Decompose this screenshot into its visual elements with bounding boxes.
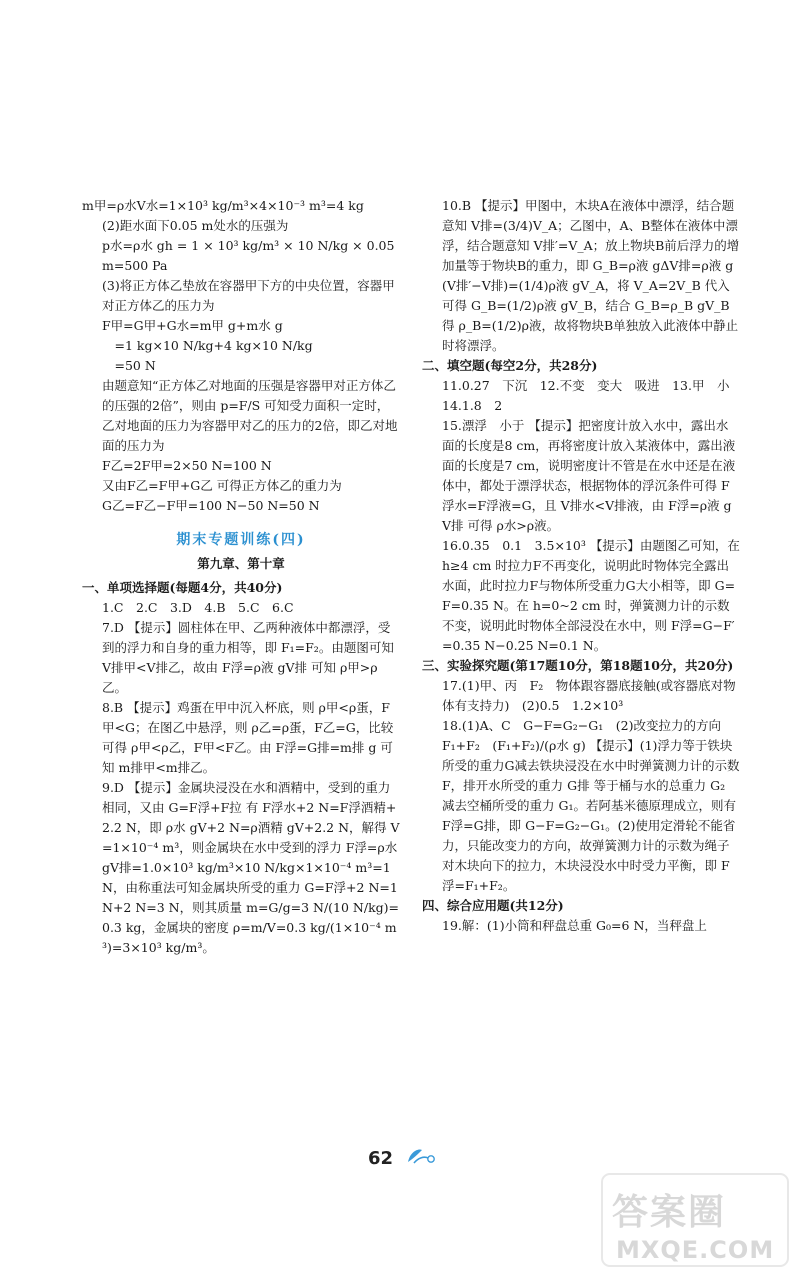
right-paragraph: 四、综合应用题(共12分) xyxy=(422,898,564,913)
left-paragraph: F甲=G甲+G水=m甲 g+m水 g xyxy=(102,318,283,333)
left-paragraph: 一、单项选择题(每题4分，共40分) xyxy=(82,580,283,595)
left-paragraph: (3)将正方体乙垫放在容器甲下方的中央位置，容器甲对正方体乙的压力为 xyxy=(102,278,395,313)
left-paragraph: =50 N xyxy=(102,358,156,373)
left-paragraph: 7.D 【提示】圆柱体在甲、乙两种液体中都漂浮，受到的浮力和自身的重力相等，即 F₁=F₂。由题图可知V排甲<V排乙，故由 F浮=ρ液 gV排 可知 ρ甲>ρ乙。 xyxy=(102,620,394,695)
right-paragraph: 三、实验探究题(第17题10分，第18题10分，共20分) xyxy=(422,658,734,673)
right-column xyxy=(422,196,740,936)
left-paragraph: p水=ρ水 gh = 1 × 10³ kg/m³ × 10 N/kg × 0.05 m=500 Pa xyxy=(102,238,395,273)
left-paragraph: 1.C 2.C 3.D 4.B 5.C 6.C xyxy=(102,600,294,615)
left-paragraph: (2)距水面下0.05 m处水的压强为 xyxy=(102,218,289,233)
right-paragraph: 18.(1)A、C G−F=G₂−G₁ (2)改变拉力的方向 F₁+F₂ (F₁+F₂)/(ρ水 g) 【提示】(1)浮力等于铁块所受的重力G减去铁块浸没在水中时弹簧测力计的示数F，排开水所受的重力 G排 等于桶与水的总重力 G₂ 减去空桶所受的重力 G₁。若阿基米德原理成立，则有 F浮=G排，即 G−F=G₂−G₁。(2)使用定滑轮不能省力，只能改变力的方向，故弹簧测力计的示数为绳子对木块向下的拉力，木块浸没水中时受力平衡，即 F浮=F₁+F₂。 xyxy=(442,718,740,893)
left-paragraph: 9.D 【提示】金属块浸没在水和酒精中，受到的重力相同，又由 G=F浮+F拉 有 F浮水+2 N=F浮酒精+2.2 N，即 ρ水 gV+2 N=ρ酒精 gV+2.2 N，解得 V=1×10⁻⁴ m³，则金属块在水中受到的浮力 F浮=ρ水 gV排=1.0×10³ kg/m³×10 N/kg×1×10⁻⁴ m³=1 N，由称重法可知金属块所受的重力 G=F浮+2 N=1 N+2 N=3 N，则其质量 m=G/g=3 N/(10 N/kg)=0.3 kg，金属块的密度 ρ=m/V=0.3 kg/(1×10⁻⁴ m³)=3×10³ kg/m³。 xyxy=(102,780,400,955)
right-paragraph: 10.B 【提示】甲图中，木块A在液体中漂浮，结合题意知 V排=(3/4)V_A；乙图中，A、B整体在液体中漂浮，结合题意知 V排′=V_A；放上物块B前后浮力的增加量等于物块B的重力，即 G_B=ρ液 gΔV排=ρ液 g(V排′−V排)=(1/4)ρ液 gV_A，将 V_A=2V_B 代入可得 G_B=(1/2)ρ液 gV_B，结合 G_B=ρ_B gV_B 得 ρ_B=(1/2)ρ液，故将物块B单独放入此液体中静止时将漂浮。 xyxy=(442,198,740,353)
left-paragraph: =1 kg×10 N/kg+4 kg×10 N/kg xyxy=(102,338,313,353)
right-paragraph: 16.0.35 0.1 3.5×10³ 【提示】由题图乙可知，在 h≥4 cm 时拉力F不再变化，说明此时物体完全露出水面，此时拉力F与物体所受重力G大小相等，即 G=F=0.35 N。在 h=0~2 cm 时，弹簧测力计的示数不变，说明此时物体全部浸没在水中，则 F浮=G−F′=0.35 N−0.25 N=0.1 N。 xyxy=(442,538,740,653)
page-number: 62 xyxy=(368,1148,394,1169)
left-paragraph: 又由F乙=F甲+G乙 可得正方体乙的重力为 xyxy=(102,478,342,493)
left-paragraph: m甲=ρ水V水=1×10³ kg/m³×4×10⁻³ m³=4 kg xyxy=(82,198,364,213)
watermark-url: MXQE.COM xyxy=(616,1236,775,1264)
left-column xyxy=(82,196,400,958)
right-paragraph: 二、填空题(每空2分，共28分) xyxy=(422,358,598,373)
left-paragraph: F乙=2F甲=2×50 N=100 N xyxy=(102,458,272,473)
right-paragraph: 17.(1)甲、丙 F₂ 物体跟容器底接触(或容器底对物体有支持力) (2)0.5 1.2×10³ xyxy=(442,678,736,713)
left-paragraph: 期末专题训练(四) xyxy=(176,532,306,548)
left-paragraph: 8.B 【提示】鸡蛋在甲中沉入杯底，则 ρ甲<ρ蛋，F甲<G；在图乙中悬浮，则 ρ乙=ρ蛋，F乙=G，比较可得 ρ甲<ρ乙，F甲<F乙。由 F浮=G排=m排 g 可知 m排甲<m排乙。 xyxy=(102,700,394,775)
right-paragraph: 15.漂浮 小于 【提示】把密度计放入水中，露出水面的长度是8 cm，再将密度计放入某液体中，露出液面的长度是7 cm，说明密度计不管是在水中还是在液体中，都处于漂浮状态，根据物体的浮沉条件可得 F浮水=F浮液=G，且 V排水<V排液，由 F浮=ρ液 gV排 可得 ρ水>ρ液。 xyxy=(442,418,736,533)
left-paragraph: 由题意知“正方体乙对地面的压强是容器甲对正方体乙的压强的2倍”，则由 p=F/S 可知受力面积一定时，乙对地面的压力为容器甲对乙的压力的2倍，即乙对地面的压力为 xyxy=(102,378,398,453)
right-paragraph: 11.0.27 下沉 12.不变 变大 吸进 13.甲 小 14.1.8 2 xyxy=(442,378,742,413)
left-paragraph: G乙=F乙−F甲=100 N−50 N=50 N xyxy=(102,498,320,513)
left-paragraph: 第九章、第十章 xyxy=(197,556,285,571)
leaf-logo-icon xyxy=(404,1146,438,1166)
right-paragraph: 19.解：(1)小筒和秤盘总重 G₀=6 N，当秤盘上 xyxy=(442,918,707,933)
watermark-title: 答案圈 xyxy=(612,1192,727,1233)
